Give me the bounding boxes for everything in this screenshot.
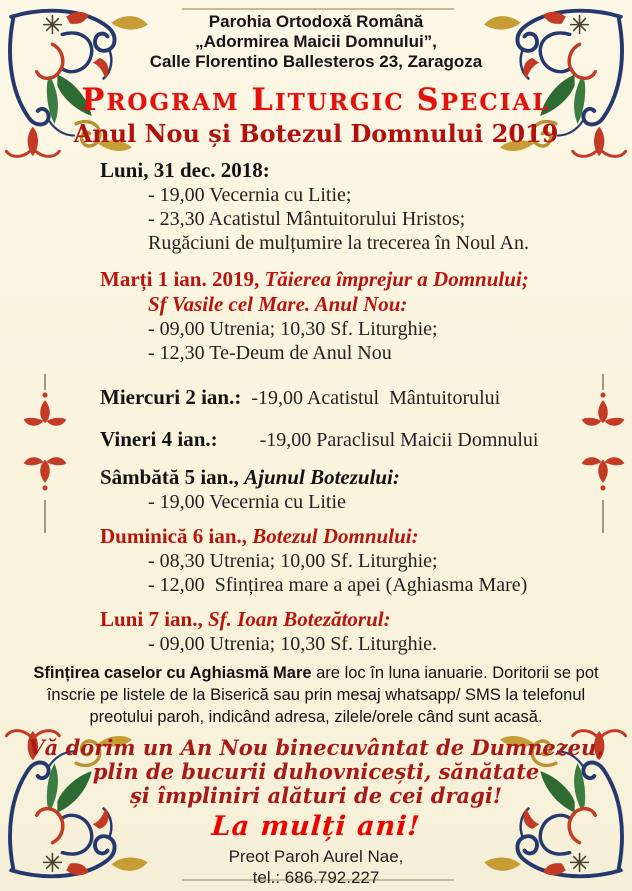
heading-feast: Ajunul Botezului: <box>244 465 400 489</box>
schedule-item: - 19,00 Vecernia cu Litie; <box>148 184 352 206</box>
schedule-section-jan4 <box>100 427 632 453</box>
section-heading <box>100 267 632 292</box>
schedule-section-jan1 <box>0 267 632 365</box>
schedule-section-jan6 <box>0 524 632 597</box>
heading-date: Vineri 4 ian.: <box>100 427 218 451</box>
contact-footer <box>0 846 632 888</box>
schedule-item: -19,00 Paraclisul Maicii Domnului <box>259 429 539 451</box>
heading-feast: Sf. Ioan Botezătorul: <box>207 607 391 631</box>
page-title <box>0 82 632 118</box>
title-word: SPECIAL <box>416 82 551 118</box>
schedule-section-jan2 <box>100 385 632 411</box>
notice-body: are loc în luna ianuarie. Doritorii se pot înscrie pe listele de la Biserică sau prin mesaj whatsapp/ SMS la telefonul preotului paroh, indicând adresa, zilele/orele când sunt acasă. <box>46 664 599 726</box>
blessing-line: și împliniri alături de cei dragi! <box>129 783 503 808</box>
heading-date: Marți 1 ian. 2019, <box>100 267 260 291</box>
greeting-script: La mulți ani! <box>210 811 422 842</box>
blessing-line: Vă dorim un An Nou binecuvântat de Dumnezeu, <box>28 735 604 760</box>
schedule-item: -19,00 Acatistul Mântuitorului <box>251 387 501 409</box>
heading-date: Luni 7 ian., <box>100 607 203 631</box>
heading-date: Duminică 6 ian., <box>100 524 248 548</box>
heading-date: Miercuri 2 ian.: <box>100 385 242 409</box>
title-word: PROGRAM <box>81 82 240 118</box>
parish-header <box>0 0 632 72</box>
schedule-section-dec31 <box>0 158 632 255</box>
schedule-item: - 09,00 Utrenia; 10,30 Sf. Liturghie. <box>148 633 438 655</box>
new-year-blessing <box>0 736 632 808</box>
parish-name: Parohia Ortodoxă Română <box>208 12 424 31</box>
heading-feast: Tăierea împrejur a Domnului; <box>264 267 529 291</box>
schedule-item: - 12,00 Sfințirea mare a apei (Aghiasma Mare) <box>148 574 528 596</box>
parish-address: Calle Florentino Ballesteros 23, Zaragoza <box>149 52 483 71</box>
phone-number: tel.: 686.792.227 <box>252 868 380 887</box>
section-heading <box>100 607 632 632</box>
blessing-line: plin de bucurii duhovnicești, sănătate <box>92 759 540 784</box>
schedule-item: Rugăciuni de mulțumire la trecerea în Noul An. <box>148 232 529 254</box>
title-word: LITURGIC <box>251 82 405 118</box>
schedule-item: - 19,00 Vecernia cu Litie <box>148 491 346 513</box>
church-name: „Adormirea Maicii Domnului”, <box>195 32 437 51</box>
schedule-section-jan5 <box>0 465 632 514</box>
section-heading <box>100 465 632 490</box>
section-heading-line2: Sf Vasile cel Mare. Anul Nou: <box>148 292 408 316</box>
schedule-item: - 12,30 Te-Deum de Anul Nou <box>148 342 392 364</box>
heading-feast: Botezul Domnului: <box>252 524 419 548</box>
section-heading <box>100 524 632 549</box>
schedule-item: - 09,00 Utrenia; 10,30 Sf. Liturghie; <box>148 318 438 340</box>
notice-bold-lead: Sfințirea caselor cu Aghiasmă Mare <box>33 664 312 682</box>
schedule-section-jan7 <box>0 607 632 656</box>
section-heading: Luni, 31 dec. 2018: <box>100 158 270 182</box>
schedule-item: - 23,30 Acatistul Mântuitorului Hristos; <box>148 208 466 230</box>
schedule-item: - 08,30 Utrenia; 10,00 Sf. Liturghie; <box>148 550 438 572</box>
schedule <box>0 158 632 656</box>
priest-name: Preot Paroh Aurel Nae, <box>228 847 404 866</box>
page-subtitle: Anul Nou și Botezul Domnului 2019 <box>73 119 559 148</box>
house-blessing-notice <box>24 662 608 728</box>
heading-date: Sâmbătă 5 ian., <box>100 465 239 489</box>
